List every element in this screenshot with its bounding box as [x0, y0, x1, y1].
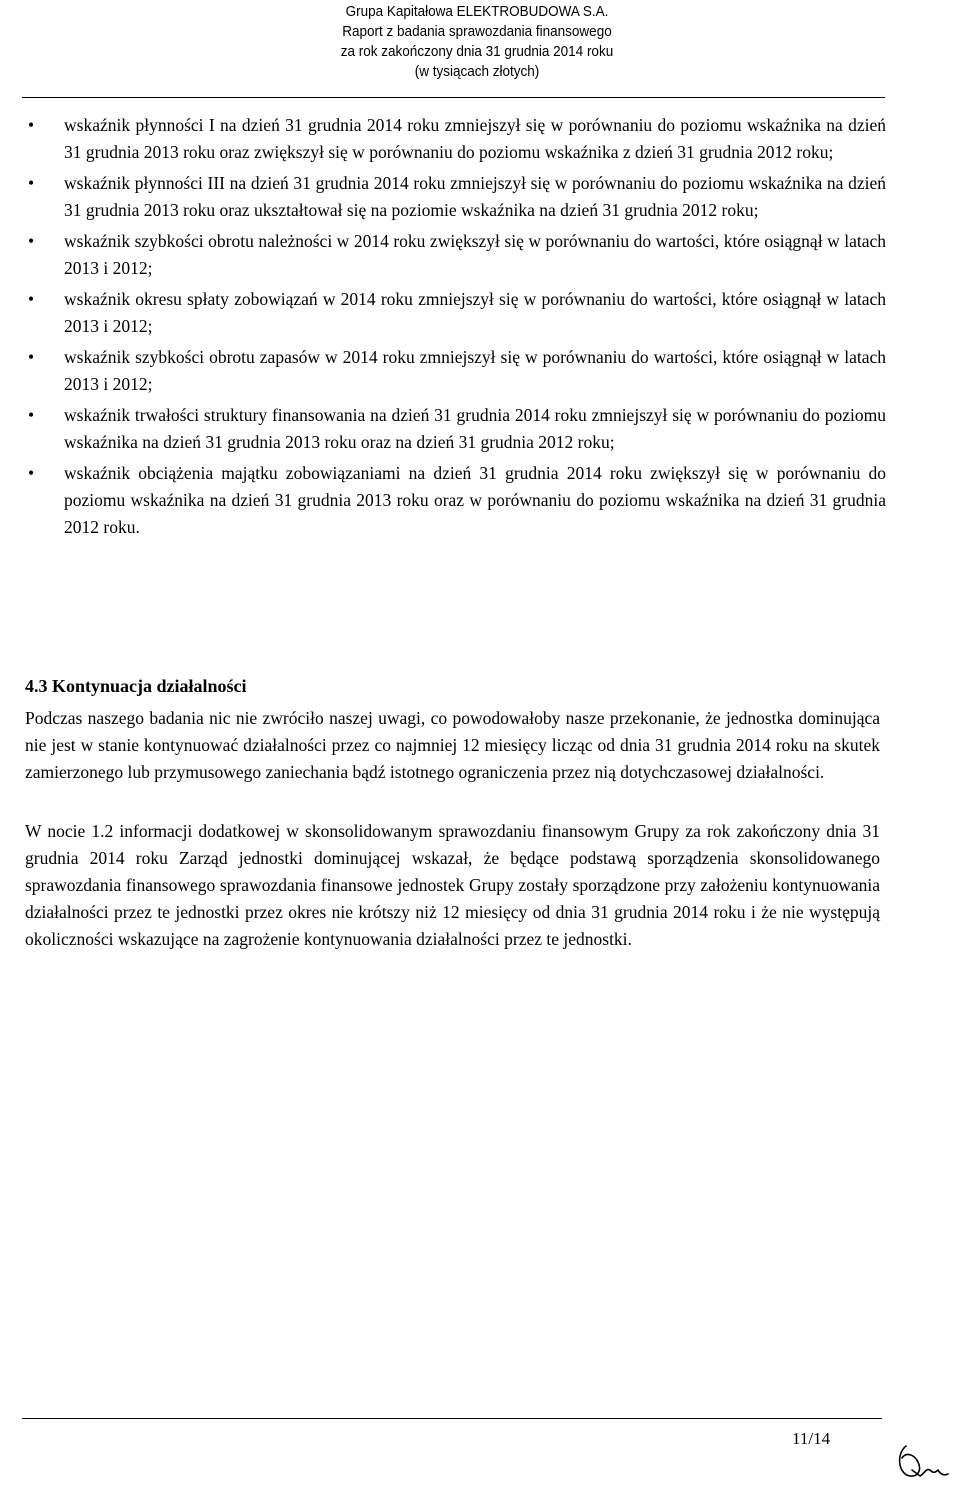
bullet-icon: •	[28, 231, 35, 251]
list-item-text: wskaźnik płynności III na dzień 31 grudnia 2014 roku zmniejszył się w porównaniu do poziomu wskaźnika na dzień 31 grudnia 2013 roku oraz ukształtował się na poziomie wskaźnika na dzień 31 grudnia 2012 roku;	[64, 173, 886, 220]
list-item-text: wskaźnik szybkości obrotu należności w 2014 roku zwiększył się w porównaniu do wartości, które osiągnął w latach 2013 i 2012;	[64, 231, 886, 278]
list-item	[24, 228, 886, 282]
header-period: za rok zakończony dnia 31 grudnia 2014 roku	[340, 43, 614, 60]
header-company: Grupa Kapitałowa ELEKTROBUDOWA S.A.	[345, 3, 609, 20]
list-item-text: wskaźnik obciążenia majątku zobowiązaniami na dzień 31 grudnia 2014 roku zwiększył się w porównaniu do poziomu wskaźnika na dzień 31 grudnia 2013 roku oraz w porównaniu do poziomu wskaźnika na dzień 31 grudnia 2012 roku.	[64, 463, 886, 537]
list-item	[24, 402, 886, 456]
page-number: 11/14	[792, 1429, 831, 1448]
bullet-icon: •	[28, 347, 35, 367]
section-paragraph-2: W nocie 1.2 informacji dodatkowej w skonsolidowanym sprawozdaniu finansowym Grupy za rok zakończony dnia 31 grudnia 2014 roku Zarząd jednostki dominującej wskazał, że będące podstawą sporządzenia skonsolidowanego sprawozdania finansowego sprawozdania finansowe jednostek Grupy zostały sporządzone przy założeniu kontynuowania działalności przez te jednostki przez okres nie krótszy niż 12 miesięcy od dnia 31 grudnia 2014 roku i że nie występują okoliczności wskazujące na zagrożenie kontynuowania działalności przez te jednostki.	[25, 821, 880, 949]
list-item	[24, 286, 886, 340]
bullet-icon: •	[28, 289, 35, 309]
list-item-text: wskaźnik płynności I na dzień 31 grudnia 2014 roku zmniejszył się w porównaniu do poziomu wskaźnika na dzień 31 grudnia 2013 roku oraz zwiększył się w porównaniu do poziomu wskaźnika z dzień 31 grudnia 2012 roku;	[64, 115, 886, 162]
list-item	[24, 170, 886, 224]
section-heading: 4.3 Kontynuacja działalności	[25, 676, 247, 696]
bullet-icon: •	[28, 115, 35, 135]
bullet-icon: •	[28, 173, 35, 193]
document-header	[284, 2, 671, 82]
indicator-bullet-list	[24, 112, 886, 545]
bullet-icon: •	[28, 463, 35, 483]
list-item	[24, 344, 886, 398]
header-report-title: Raport z badania sprawozdania finansowego	[342, 23, 612, 40]
header-divider	[22, 97, 885, 98]
bullet-icon: •	[28, 405, 35, 425]
section-paragraph-1: Podczas naszego badania nic nie zwróciło naszej uwagi, co powodowałoby nasze przekonanie, że jednostka dominująca nie jest w stanie kontynuować działalności przez co najmniej 12 miesięcy licząc od dnia 31 grudnia 2014 roku na skutek zamierzonego lub przymusowego zaniechania bądź istotnego ograniczenia przez nią dotychczasowej działalności.	[25, 708, 880, 782]
list-item-text: wskaźnik szybkości obrotu zapasów w 2014 roku zmniejszył się w porównaniu do wartości, które osiągnął w latach 2013 i 2012;	[64, 347, 886, 394]
header-units: (w tysiącach złotych)	[414, 63, 540, 80]
list-item-text: wskaźnik trwałości struktury finansowania na dzień 31 grudnia 2014 roku zmniejszył się w porównaniu do poziomu wskaźnika na dzień 31 grudnia 2013 roku oraz na dzień 31 grudnia 2012 roku;	[64, 405, 886, 452]
list-item	[24, 112, 886, 166]
list-item	[24, 460, 886, 541]
list-item-text: wskaźnik okresu spłaty zobowiązań w 2014 roku zmniejszył się w porównaniu do wartości, które osiągnął w latach 2013 i 2012;	[64, 289, 886, 336]
footer-divider	[22, 1418, 882, 1419]
handwritten-initials-icon	[892, 1440, 952, 1482]
